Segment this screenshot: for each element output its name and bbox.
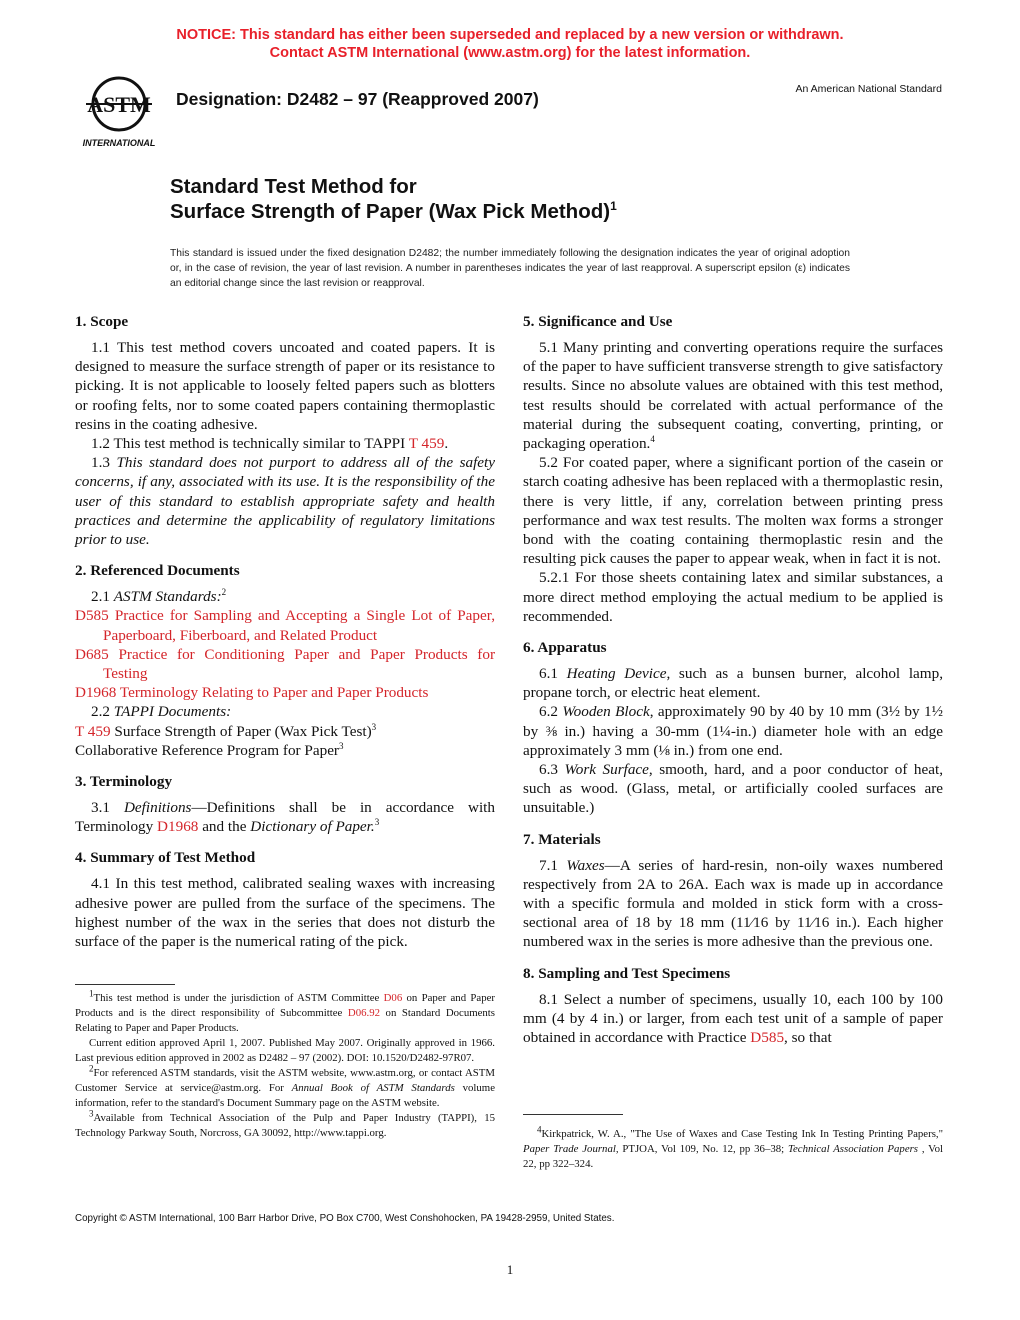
ref-link-d685[interactable]: D685 xyxy=(75,645,109,663)
significance-5-1-sup: 4 xyxy=(650,433,655,444)
title-footnote-mark: 1 xyxy=(610,199,617,214)
document-title xyxy=(170,174,617,224)
refdocs-astm-label xyxy=(75,587,495,606)
significance-5-2: 5.2 For coated paper, where a significant portion of the casein or starch coating adhesive has been replaced with a thermoplastic resin, there is very little, if any, correlation between printing press performance and wax test results. The molten wax forms a stronger bond with the coating containing thermoplastic resin and the resulting pick causes the paper to appear weak, when in fact it is not. xyxy=(523,454,943,568)
ref-title-collaborative: Collaborative Reference Program for Paper xyxy=(75,741,339,759)
ref-title-d1968[interactable]: Terminology Relating to Paper and Paper Products xyxy=(116,684,429,702)
designation: Designation: D2482 – 97 (Reapproved 2007) xyxy=(176,89,539,109)
footnote-2-text-a: For referenced ASTM standards, visit the ASTM website, www.astm.org, or contact ASTM Customer Service at service@astm.org. For xyxy=(75,1067,495,1094)
apparatus-6-2-num: 6.2 xyxy=(539,703,563,721)
footnote-1-text-b: on Paper and Paper Products and is the direct responsibility of Subcommittee xyxy=(75,992,495,1019)
ref-link-d06-92[interactable]: D06.92 xyxy=(347,1007,380,1019)
materials-term: Waxes xyxy=(566,856,605,874)
footnote-divider-right xyxy=(523,1114,623,1115)
issued-note: This standard is issued under the fixed designation D2482; the number immediately following the designation indicates the year of original adoption or, in the case of revision, the year of last revision. A number in parentheses indicates the year of last reapproval. A superscript epsilon (ε) indicates an editorial change since the last revision or reapproval. xyxy=(170,248,850,289)
notice-line-1: NOTICE: This standard has either been superseded and replaced by a new version or withdrawn. xyxy=(176,27,844,43)
footnote-4-journal: Paper Trade Journal, xyxy=(523,1143,619,1155)
materials-num: 7.1 xyxy=(539,856,567,874)
significance-5-1-text: 5.1 Many printing and converting operations require the surfaces of the paper to have sufficient transverse strength to give satisfactory results. Since no absolute values are obtained with this test method, test results should be correlated with actual performance of the material during the subsequent coating, converting, printing, or packaging operation. xyxy=(523,339,943,453)
apparatus-6-3 xyxy=(523,760,943,818)
footnote-1-edition: Current edition approved April 1, 2007. Published May 2007. Originally approved in 1966. Last previous edition approved in 2002 as D2482 – 97 (2002). DOI: 10.1520/D2482-97R07. xyxy=(75,1037,495,1064)
section-terminology xyxy=(75,772,495,836)
terminology-text: —Definitions shall be in accordance with Terminology xyxy=(75,799,495,836)
apparatus-6-1-text: , such as a bunsen burner, alcohol lamp, propane torch, or electric heat element. xyxy=(523,665,943,702)
section-referenced-documents xyxy=(75,561,495,760)
logo-subtext: INTERNATIONAL xyxy=(82,138,156,148)
sampling-text: 8.1 Select a number of specimens, usually 10, each 100 by 100 mm (4 by 4 in.) or larger, from each test unit of a sample of paper obtained in accordance with Practice xyxy=(523,990,943,1047)
supersession-notice xyxy=(0,26,1020,62)
scope-heading: 1. Scope xyxy=(75,313,129,330)
section-sampling xyxy=(523,964,943,1048)
scope-1-2-end: . xyxy=(444,435,449,453)
section-apparatus xyxy=(523,638,943,818)
footnote-2-italic: Annual Book of ASTM Standards xyxy=(291,1082,455,1094)
footnote-4-papers: Technical Association Papers xyxy=(787,1143,919,1155)
scope-1-1: 1.1 This test method covers uncoated and coated papers. It is designed to measure the surface strength of paper or its resistance to picking. It is not applicable to loosely felted papers such as blotters or roofing felts, nor to some coated papers containing thermoplastic resins in the coating adhesive. xyxy=(75,339,495,433)
astm-logo xyxy=(76,74,162,150)
footnote-4-text-b: PTJOA, Vol 109, No. 12, pp 36–38; xyxy=(618,1143,788,1155)
apparatus-6-3-term: Work Surface xyxy=(564,761,649,779)
footnote-3 xyxy=(75,1108,495,1141)
title-line-2-text: Surface Strength of Paper (Wax Pick Method) xyxy=(170,200,611,223)
scope-1-3-num: 1.3 xyxy=(91,454,117,472)
footnote-2-mark: 2 xyxy=(89,1063,94,1074)
title-line-1: Standard Test Method for xyxy=(170,175,417,198)
terminology-term: Definitions xyxy=(123,799,192,817)
apparatus-6-1 xyxy=(523,664,943,702)
ref-item-collaborative xyxy=(75,741,495,760)
ref-t459-sup: 3 xyxy=(371,721,377,732)
footnotes-right xyxy=(523,1124,943,1172)
ref-title-d585[interactable]: Practice for Sampling and Accepting a Single Lot of Paper, Paperboard, Fiberboard, and Related Product xyxy=(103,607,495,644)
scope-1-2 xyxy=(75,434,495,453)
section-summary xyxy=(75,848,495,951)
summary-heading: 4. Summary of Test Method xyxy=(75,849,256,867)
ref-link-d585-sampling[interactable]: D585 xyxy=(750,1029,785,1047)
section-significance xyxy=(523,312,943,626)
apparatus-6-2-text: , approximately 90 by 40 by 10 mm (3½ by 1½ by ⅜ in.) having a 30-mm (1¼-in.) diameter hole with an edge approximately 3 mm (⅛ in.) from one end. xyxy=(523,703,944,759)
section-scope xyxy=(75,312,495,549)
footnotes-left xyxy=(75,988,496,1141)
scope-1-3 xyxy=(75,453,495,549)
apparatus-heading: 6. Apparatus xyxy=(523,639,607,657)
apparatus-6-2-term: Wooden Block xyxy=(562,703,650,721)
ref-link-d06[interactable]: D06 xyxy=(383,992,403,1004)
ref-collab-sup: 3 xyxy=(339,740,344,751)
ref-link-d1968-term[interactable]: D1968 xyxy=(157,818,199,836)
terminology-dictionary: Dictionary of Paper. xyxy=(250,818,375,836)
refdocs-astm-sup: 2 xyxy=(221,587,227,598)
terminology-num: 3.1 xyxy=(91,799,124,817)
footnote-4-text-a: Kirkpatrick, W. A., "The Use of Waxes and Case Testing Ink In Testing Printing Papers," xyxy=(541,1128,943,1140)
scope-1-2-text: 1.2 This test method is technically similar to TAPPI xyxy=(91,435,409,453)
materials-7-1 xyxy=(523,856,943,952)
footnote-2-text-b: volume information, refer to the standard's Document Summary page on the ASTM website. xyxy=(75,1082,495,1109)
footnote-3-text: Available from Technical Association of the Pulp and Paper Industry (TAPPI), 15 Technology Parkway South, Norcross, GA 30092, http://www.tappi.org. xyxy=(75,1112,495,1139)
american-national-standard-label: An American National Standard xyxy=(795,83,942,95)
footnote-1-text-a: This test method is under the jurisdiction of ASTM Committee xyxy=(93,992,384,1004)
copyright-line: Copyright © ASTM International, 100 Barr Harbor Drive, PO Box C700, West Conshohocken, PA 19428-2959, United States. xyxy=(75,1213,615,1224)
ref-title-d685[interactable]: Practice for Conditioning Paper and Paper Products for Testing xyxy=(103,645,495,683)
left-column xyxy=(75,312,495,963)
apparatus-6-3-num: 6.3 xyxy=(539,761,565,779)
ref-item-t459 xyxy=(75,722,495,741)
significance-5-2-1: 5.2.1 For those sheets containing latex and similar substances, a more direct method employing the actual medium to be applied is recommended. xyxy=(523,569,943,625)
ref-link-d1968[interactable]: D1968 xyxy=(75,684,117,702)
apparatus-6-1-num: 6.1 xyxy=(539,665,567,683)
section-materials xyxy=(523,830,943,952)
refdocs-astm-title: ASTM Standards: xyxy=(113,588,222,606)
right-column xyxy=(523,312,943,1059)
ref-title-t459: Surface Strength of Paper (Wax Pick Test) xyxy=(110,722,372,740)
significance-heading: 5. Significance and Use xyxy=(523,313,673,330)
footnote-4-text-c: , Vol 22, pp 322–324. xyxy=(523,1143,943,1170)
sampling-8-1 xyxy=(523,990,943,1048)
footnote-4-mark: 4 xyxy=(537,1124,542,1135)
refdocs-tappi-label xyxy=(75,702,495,721)
apparatus-6-1-term: Heating Device xyxy=(566,665,667,683)
ref-link-tappi-t459[interactable]: T 459 xyxy=(75,722,111,740)
ref-item-d685 xyxy=(75,645,495,683)
title-line-2 xyxy=(170,199,617,224)
refdocs-2-2-num: 2.2 xyxy=(91,703,114,721)
summary-4-1: 4.1 In this test method, calibrated sealing waxes with increasing adhesive power are pulled from the surface of the specimens. The highest number of the wax in the series that does not disturb the surface of the paper is the numerical rating of the pick. xyxy=(75,875,495,951)
terminology-3-1 xyxy=(75,798,495,836)
footnote-1-mark: 1 xyxy=(89,988,94,999)
ref-link-d585[interactable]: D585 xyxy=(75,607,109,625)
footnote-divider-left xyxy=(75,984,175,985)
ref-item-d585 xyxy=(75,606,495,644)
notice-line-2: Contact ASTM International (www.astm.org) for the latest information. xyxy=(269,45,751,61)
ref-item-d1968 xyxy=(75,683,495,702)
materials-heading: 7. Materials xyxy=(523,830,601,848)
footnote-1 xyxy=(75,988,496,1036)
footnote-1-text-c: on Standard Documents Relating to Paper and Paper Products. xyxy=(75,1007,496,1034)
apparatus-6-3-text: , smooth, hard, and a poor conductor of heat, such as wood. (Glass, metal, or artificially cooled surfaces are unsuitable.) xyxy=(523,761,943,817)
scope-1-3-text: This standard does not purport to address all of the safety concerns, if any, associated with its use. It is the responsibility of the user of this standard to establish appropriate safety and health practices and determine the applicability of regulatory limitations prior to use. xyxy=(75,454,496,549)
footnote-3-mark: 3 xyxy=(89,1108,94,1119)
materials-text: —A series of hard-resin, non-oily waxes numbered respectively from 2A to 26A. Each wax is made up in accordance with a specific formula and molded in stick form with a cross-sectional area of 18 by 18 mm (11⁄16 by 11⁄16 in.). Each higher numbered wax in the series is more adhesive than the previous one. xyxy=(523,856,943,951)
sampling-heading: 8. Sampling and Test Specimens xyxy=(523,964,731,982)
apparatus-6-2 xyxy=(523,702,943,760)
footnote-4 xyxy=(523,1124,943,1172)
refdocs-tappi-title: TAPPI Documents: xyxy=(113,703,232,721)
logo-text: ASTM xyxy=(87,92,151,117)
refdocs-2-1-num: 2.1 xyxy=(91,588,114,606)
refdocs-heading: 2. Referenced Documents xyxy=(75,562,240,580)
sampling-end: , so that xyxy=(784,1029,832,1047)
ref-link-t459[interactable]: T 459 xyxy=(408,435,445,453)
terminology-sup: 3 xyxy=(374,817,380,828)
page-number: 1 xyxy=(506,1262,514,1277)
astm-logo-icon xyxy=(76,74,162,150)
terminology-heading: 3. Terminology xyxy=(75,773,173,791)
significance-5-1 xyxy=(523,338,943,453)
terminology-mid: and the xyxy=(198,818,251,836)
footnote-2 xyxy=(75,1063,495,1111)
